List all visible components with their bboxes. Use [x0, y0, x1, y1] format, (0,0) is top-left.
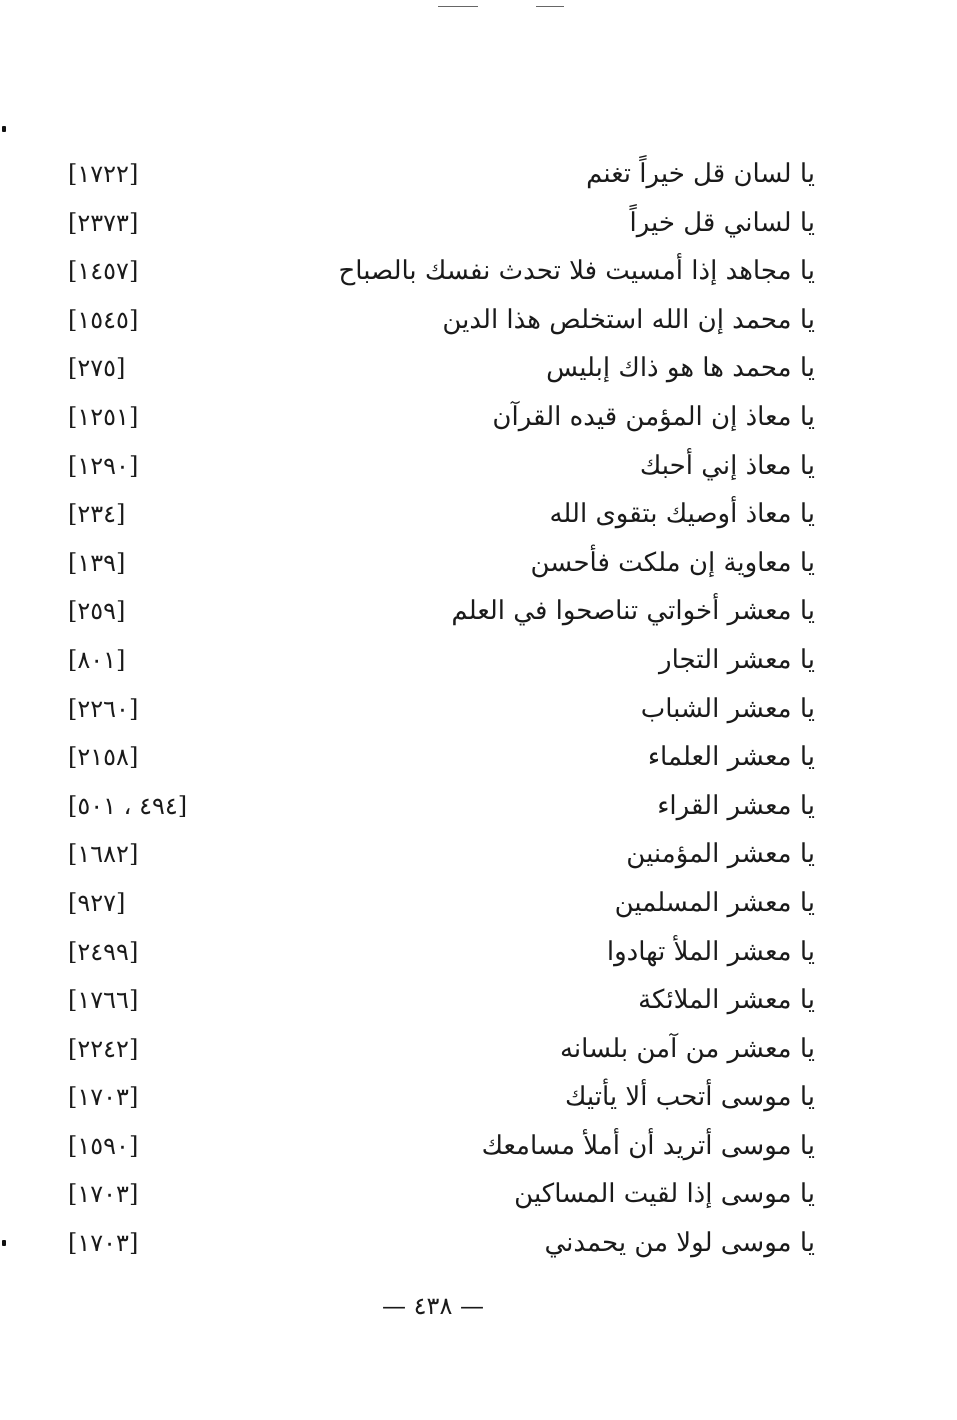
index-entry [60, 784, 825, 833]
entry-reference: [١٦٨٢] [68, 840, 139, 869]
entry-reference: [١٧٠٣] [68, 1180, 139, 1209]
entry-reference: [١٥٩٠] [68, 1131, 139, 1160]
entry-text: يا معاذ إن المؤمن قيده القرآن [492, 401, 815, 432]
entry-text: يا معشر الملائكة [638, 985, 815, 1016]
index-entry [60, 638, 825, 687]
index-entry [60, 201, 825, 250]
index-entry [60, 249, 825, 298]
entry-reference: [٩٢٧] [68, 888, 126, 917]
entry-text: يا موسى إذا لقيت المساكين [514, 1179, 815, 1210]
entry-text: يا معشر الملأ تهادوا [606, 936, 815, 967]
index-entry [60, 687, 825, 736]
entry-text: يا محمد إن الله استخلص هذا الدين [442, 304, 815, 335]
index-entry [60, 346, 825, 395]
entry-reference: [١٧٠٣] [68, 1083, 139, 1112]
entry-text: يا معاذ إني أحبك [639, 450, 815, 481]
entry-text: يا معاذ أوصيك بتقوى الله [549, 499, 815, 530]
entry-text: يا موسى أتحب ألا يأتيك [564, 1082, 815, 1113]
index-entry [60, 492, 825, 541]
index-entry [60, 1027, 825, 1076]
index-entry [60, 395, 825, 444]
entry-text: يا موسى أتريد أن أملأ مسامعك [481, 1130, 815, 1161]
entry-text: يا معشر التجار [659, 644, 815, 675]
index-entry [60, 1221, 825, 1270]
index-entry [60, 1124, 825, 1173]
header-rule-right [536, 6, 564, 7]
entry-reference: [٢١٥٨] [68, 743, 139, 772]
entry-text: يا لسان قل خيراً تغنم [586, 159, 815, 189]
entry-reference: [٨٠١] [68, 645, 126, 674]
entry-reference: [٢٤٩٩] [68, 937, 139, 966]
entry-text: يا موسى لولا من يحمدني [544, 1228, 815, 1259]
entry-reference: [١٥٤٥] [68, 305, 139, 334]
index-entry [60, 589, 825, 638]
entry-text: يا معاوية إن ملكت فأحسن [530, 547, 815, 578]
entry-reference: [٢٢٦٠] [68, 694, 139, 723]
index-entry [60, 881, 825, 930]
index-entry [60, 930, 825, 979]
entry-reference: [١٤٥٧] [68, 257, 139, 286]
entry-reference: [٢٢٤٢] [68, 1034, 139, 1063]
entry-reference: [١٧٠٣] [68, 1229, 139, 1258]
entry-text: يا معشر من آمن بلسانه [559, 1033, 815, 1064]
index-entry [60, 152, 825, 201]
index-entries [60, 152, 825, 1270]
entry-text: يا معشر المسلمين [614, 887, 815, 918]
index-entry [60, 978, 825, 1027]
entry-text: يا معشر الشباب [640, 693, 815, 724]
entry-reference: [٢٧٥] [68, 354, 126, 383]
entry-reference: [١٢٥١] [68, 402, 139, 431]
entry-text: يا مجاهد إذا أمسيت فلا تحدث نفسك بالصباح [338, 256, 815, 287]
index-entry [60, 541, 825, 590]
entry-text: يا محمد ها هو ذاك إبليس [546, 353, 815, 384]
index-entry [60, 1075, 825, 1124]
entry-text: يا معشر المؤمنين [626, 839, 815, 870]
entry-reference: [٢٥٩] [68, 597, 126, 626]
index-entry [60, 832, 825, 881]
scan-mark-bottom [2, 1240, 6, 1246]
index-entry [60, 444, 825, 493]
entry-text: يا لساني قل خيراً [629, 207, 815, 238]
index-entry [60, 298, 825, 347]
entry-reference: [١٧٦٦] [68, 986, 139, 1015]
index-entry [60, 735, 825, 784]
entry-reference: [١٢٩٠] [68, 451, 139, 480]
entry-reference: [١٣٩] [68, 548, 126, 577]
page-number: — ٤٣٨ — [382, 1292, 484, 1320]
header-rule-left [438, 6, 478, 7]
entry-reference: [٢٣٧٣] [68, 208, 139, 237]
entry-text: يا معشر القراء [657, 790, 815, 821]
entry-text: يا معشر أخواتي تناصحوا في العلم [451, 596, 815, 627]
index-entry [60, 1172, 825, 1221]
entry-reference: [٢٣٤] [68, 500, 126, 529]
entry-reference: [٤٩٤ ، ٥٠١] [68, 791, 188, 820]
entry-text: يا معشر العلماء [647, 742, 815, 773]
scan-mark-top [2, 126, 6, 132]
entry-reference: [١٧٢٢] [68, 160, 139, 188]
